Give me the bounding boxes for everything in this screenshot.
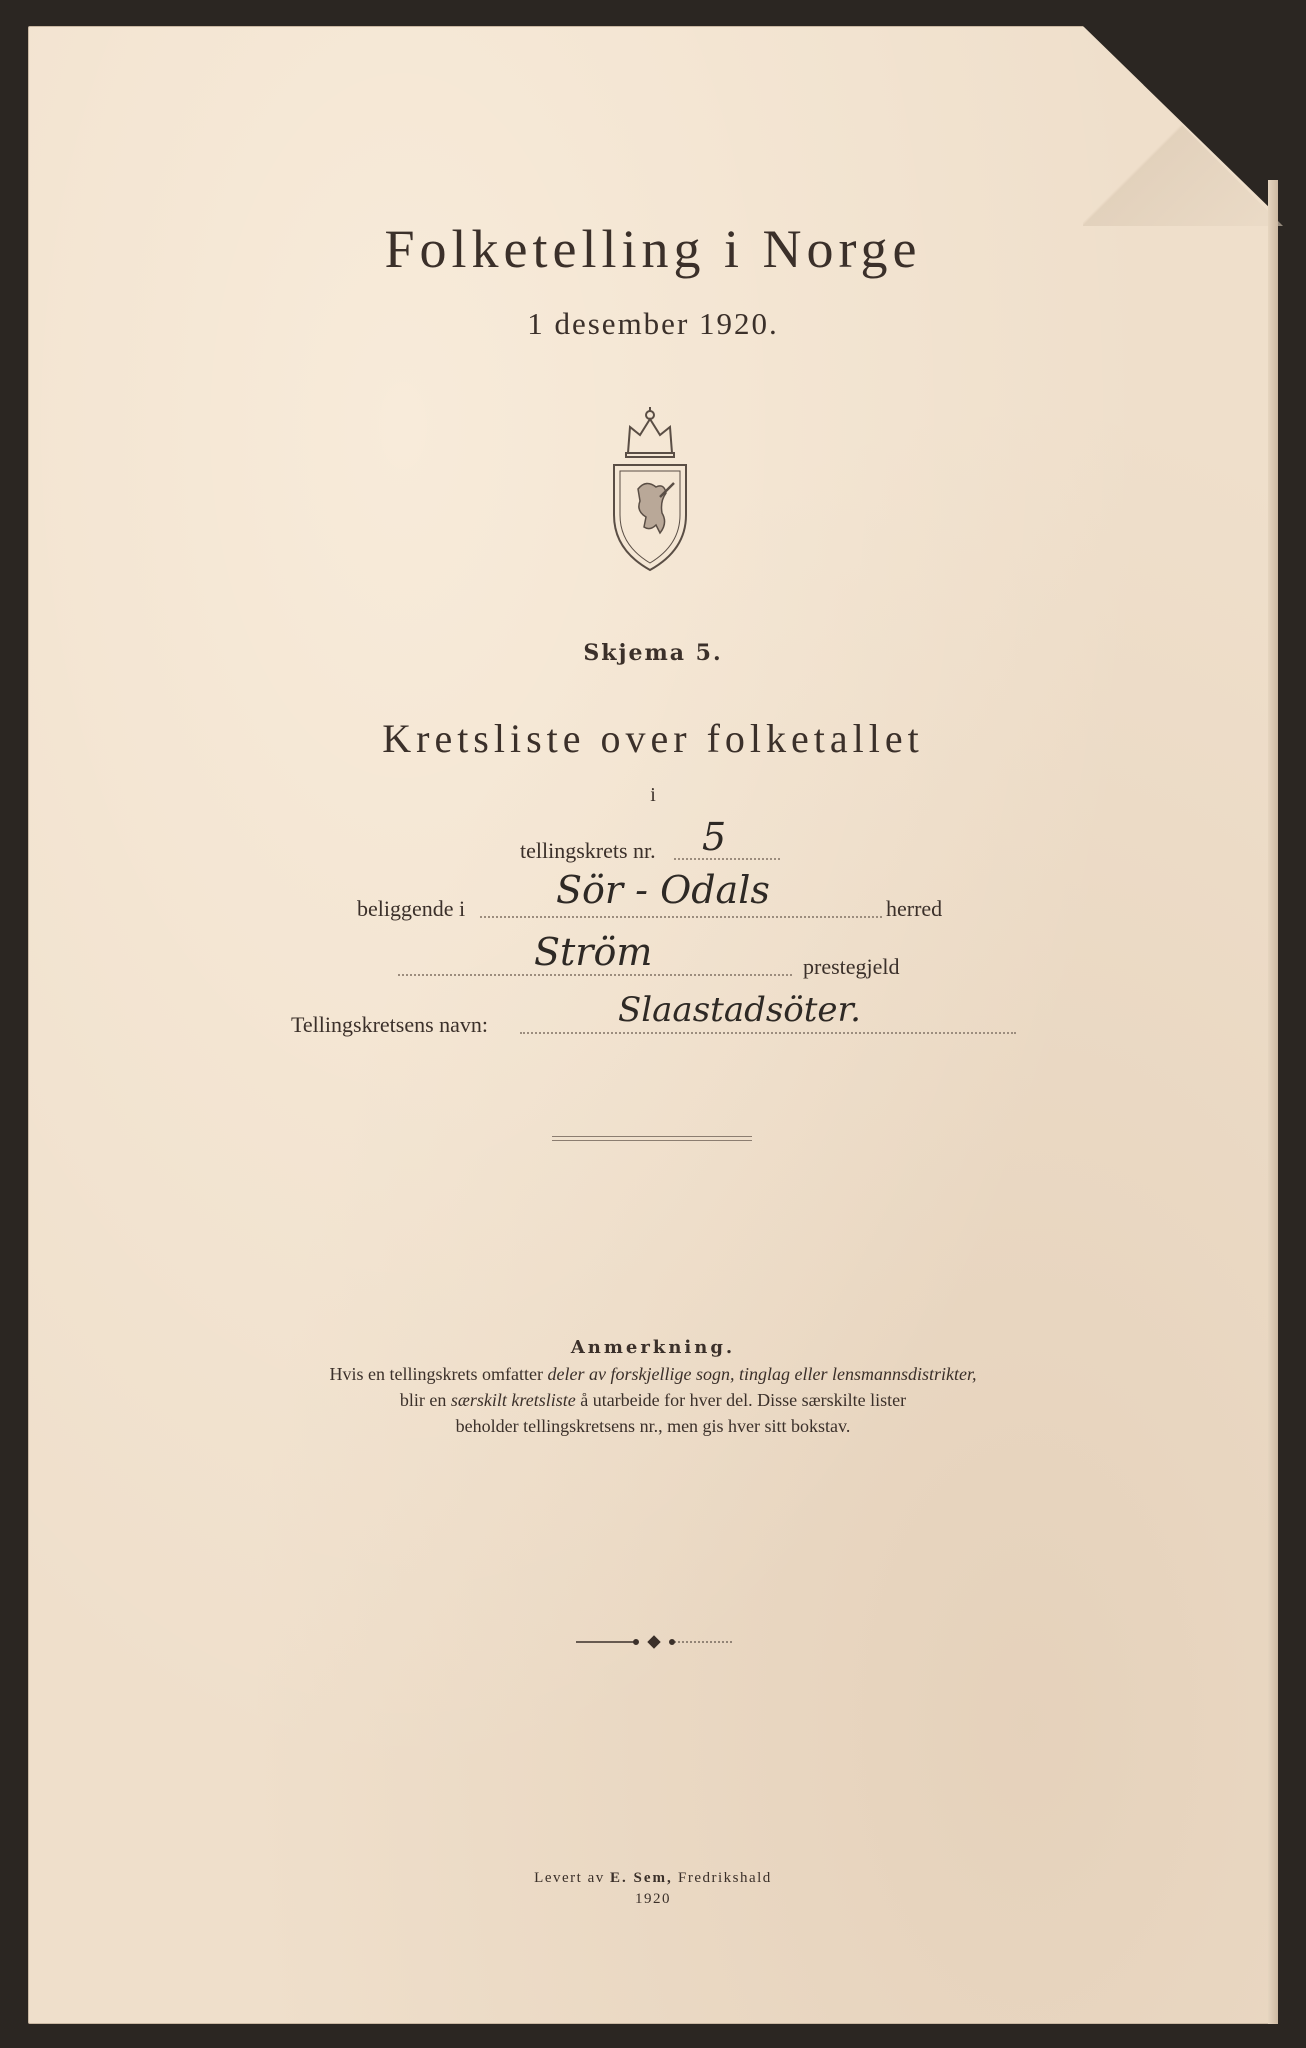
note-line-1 — [0, 1361, 1306, 1387]
form-heading: Kretsliste over folketallet — [382, 716, 924, 761]
beliggende-value: Sör - Odals — [556, 868, 770, 912]
note-line-1-text: Hvis en tellingskrets omfatter — [329, 1364, 548, 1384]
printer-city: Fredrikshald — [672, 1870, 772, 1886]
prestegjeld-line — [398, 974, 792, 976]
tellingskrets-value: 5 — [702, 815, 727, 859]
note-line-1-italic: deler av forskjellige sogn, tinglag eller lensmannsdistrikter, — [547, 1364, 977, 1384]
beliggende-line — [480, 916, 882, 918]
beliggende-label: beliggende i — [357, 896, 466, 921]
prestegjeld-value: Ström — [534, 930, 653, 974]
ornament-divider-icon — [574, 1634, 734, 1650]
tellingskrets-line — [674, 858, 780, 860]
note-line-3-text: beholder tellingskretsens nr., men gis hver sitt bokstav. — [455, 1416, 851, 1436]
divider-rule-top — [552, 1136, 752, 1137]
note-line-3 — [0, 1413, 1306, 1439]
note-heading: Anmerkning. — [570, 1337, 736, 1358]
note-text — [0, 1361, 1306, 1439]
prestegjeld-label: prestegjeld — [803, 954, 900, 979]
divider-rule-bottom — [552, 1140, 752, 1141]
schema-number: Skjema 5. — [583, 640, 723, 666]
herred-label: herred — [886, 896, 943, 921]
note-line-2-text-c: å utarbeide for hver del. Disse særskilte lister — [575, 1390, 907, 1410]
note-line-2-text-a: blir en — [399, 1390, 451, 1410]
printer-imprint — [0, 1868, 1306, 1910]
page-edge-strip — [1268, 180, 1278, 2024]
document-title: Folketelling i Norge — [384, 219, 922, 279]
coat-of-arms-icon — [600, 405, 700, 575]
tellingskrets-label: tellingskrets nr. — [520, 838, 656, 863]
printer-text-a: Levert av — [534, 1870, 610, 1886]
krets-navn-value: Slaastadsöter. — [618, 990, 861, 1030]
printer-year: 1920 — [635, 1891, 671, 1907]
connector-word: i — [650, 784, 656, 806]
note-line-2-italic: særskilt kretsliste — [450, 1390, 576, 1410]
printer-line — [0, 1868, 1306, 1889]
krets-navn-label: Tellingskretsens navn: — [291, 1012, 489, 1037]
folded-corner — [1083, 26, 1283, 226]
krets-navn-line — [520, 1032, 1016, 1034]
document-date: 1 desember 1920. — [527, 306, 779, 341]
note-line-2 — [0, 1387, 1306, 1413]
printer-name: E. Sem, — [609, 1870, 673, 1886]
